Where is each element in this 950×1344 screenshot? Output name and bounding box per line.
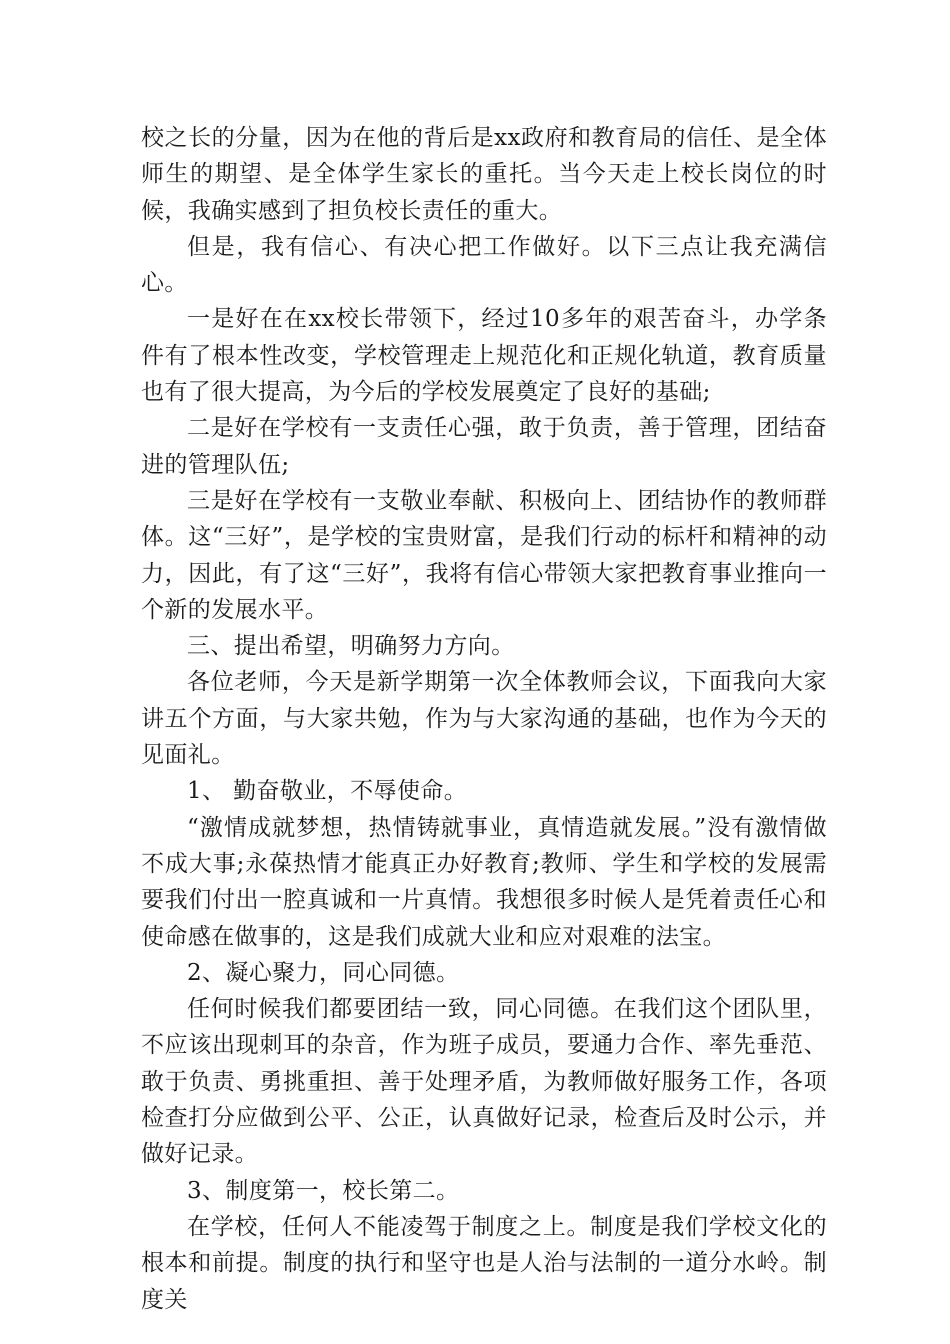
document-body — [141, 120, 827, 1318]
section-heading: 三、提出希望，明确努力方向。 — [187, 633, 515, 660]
paragraph: 一是好在在xx校长带领下，经过10多年的艰苦奋斗，办学条件有了根本性改变，学校管理走上规范化和正规化轨道，教育质量也有了很大提高，为今后的学校发展奠定了良好的基础; — [141, 306, 827, 406]
list-item-heading: 3、制度第一，校长第二。 — [187, 1177, 460, 1204]
list-item-heading: 1、 勤奋敬业，不辱使命。 — [187, 778, 468, 805]
paragraph: 在学校，任何人不能凌驾于制度之上。制度是我们学校文化的根本和前提。制度的执行和坚守也是人治与法制的一道分水岭。制度关 — [141, 1213, 827, 1313]
paragraph: 校之长的分量，因为在他的背后是xx政府和教育局的信任、是全体师生的期望、是全体学生家长的重托。当今天走上校长岗位的时候，我确实感到了担负校长责任的重大。 — [141, 125, 827, 224]
paragraph: 二是好在学校有一支责任心强，敢于负责，善于管理，团结奋进的管理队伍; — [141, 415, 827, 478]
paragraph: 三是好在学校有一支敬业奉献、积极向上、团结协作的教师群体。这“三好”，是学校的宝贵财富，是我们行动的标杆和精神的动力，因此，有了这“三好”，我将有信心带领大家把教育事业推向一个新的发展水平。 — [141, 487, 827, 623]
paragraph: 任何时候我们都要团结一致，同心同德。在我们这个团队里，不应该出现刺耳的杂音，作为班子成员，要通力合作、率先垂范、敢于负责、勇挑重担、善于处理矛盾，为教师做好服务工作，各项检查打分应做到公平、公正，认真做好记录，检查后及时公示，并做好记录。 — [141, 996, 827, 1168]
paragraph: 各位老师，今天是新学期第一次全体教师会议，下面我向大家讲五个方面，与大家共勉，作为与大家沟通的基础，也作为今天的见面礼。 — [141, 669, 827, 769]
list-item-heading: 2、凝心聚力，同心同德。 — [187, 959, 460, 986]
paragraph: 但是，我有信心、有决心把工作做好。以下三点让我充满信心。 — [141, 233, 827, 297]
paragraph: “激情成就梦想，热情铸就事业，真情造就发展。”没有激情做不成大事;永葆热情才能真正办好教育;教师、学生和学校的发展需要我们付出一腔真诚和一片真情。我想很多时候人是凭着责任心和使命感在做事的，这是我们成就大业和应对艰难的法宝。 — [141, 814, 827, 950]
